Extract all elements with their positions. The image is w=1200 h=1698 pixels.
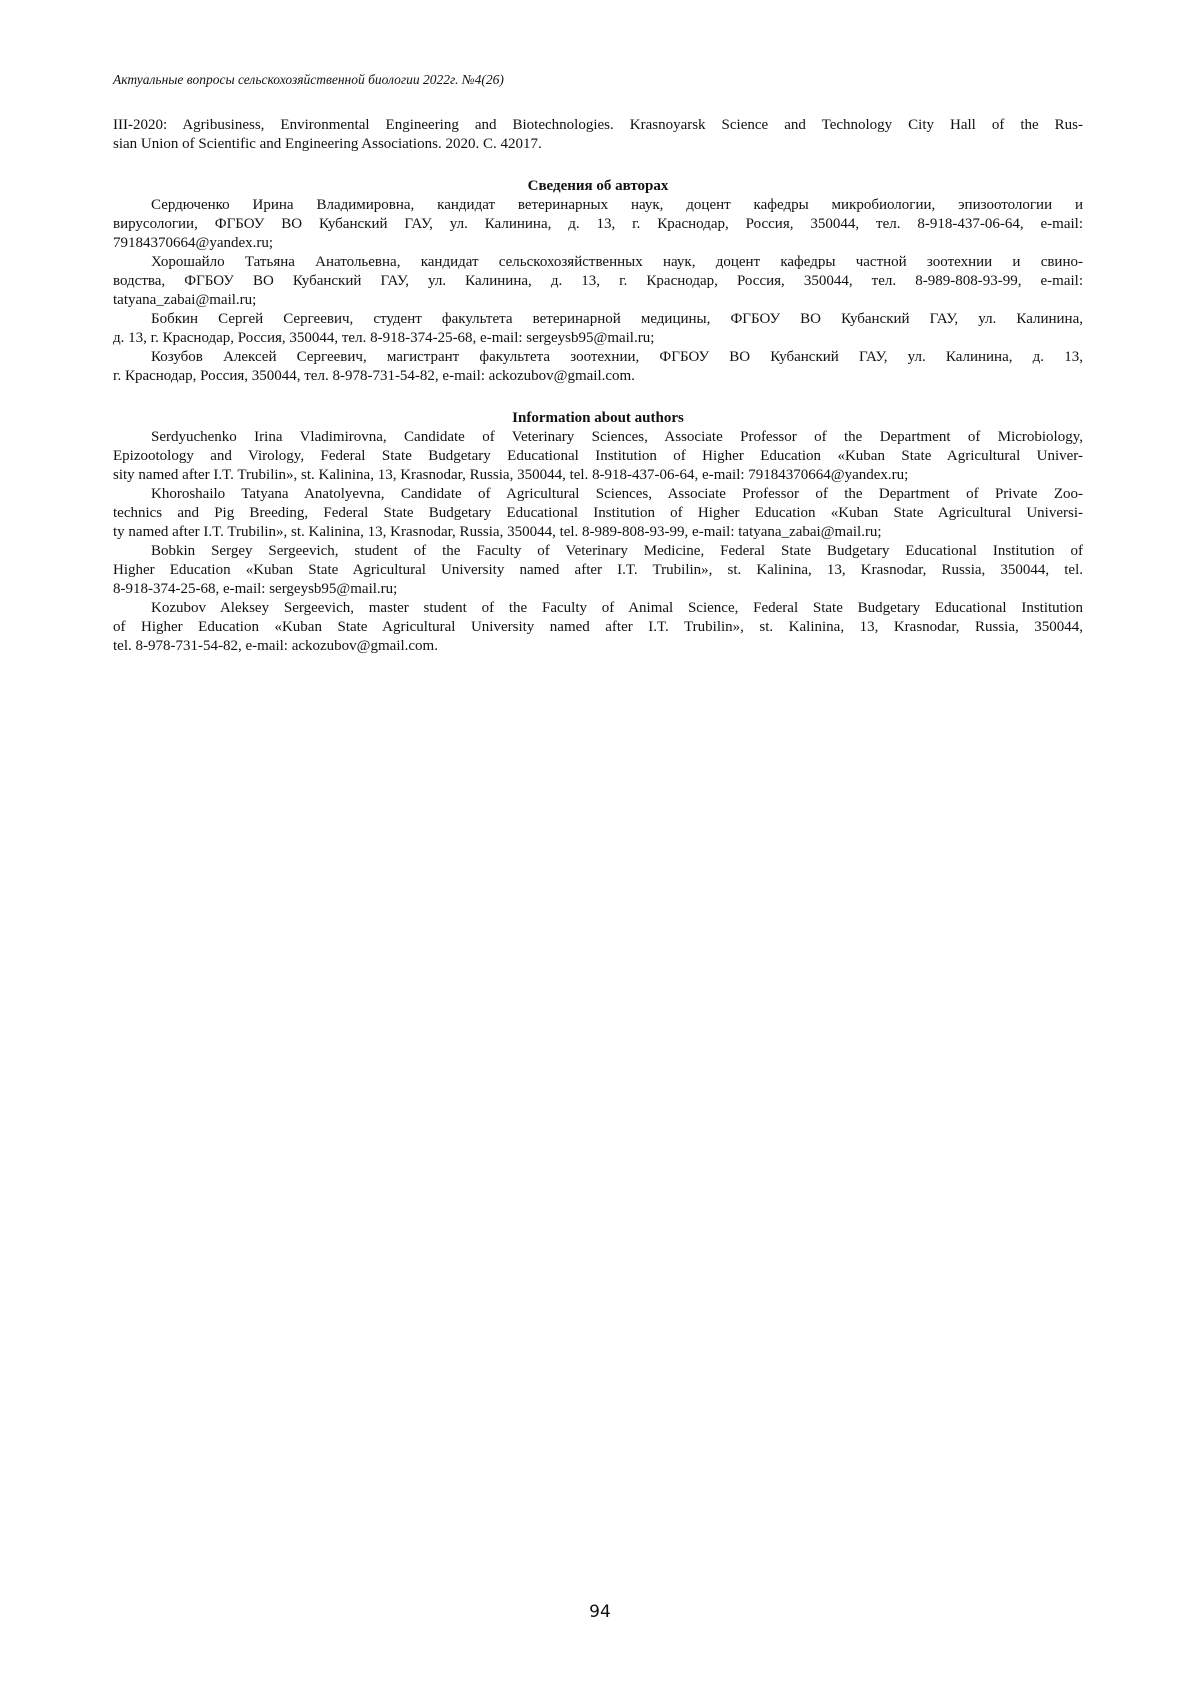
text-line: Higher Education «Kuban State Agricultural University named after I.T. Trubilin», st. Kalinina, 13, Krasnodar, Russia, 350044, tel. — [113, 562, 1083, 578]
text-line: sity named after I.T. Trubilin», st. Kalinina, 13, Krasnodar, Russia, 350044, tel. 8-918-437-06-64, e-mail: 79184370664@yandex.ru; — [113, 467, 909, 483]
text-line: водства, ФГБОУ ВО Кубанский ГАУ, ул. Калинина, д. 13, г. Краснодар, Россия, 350044, тел. 8-989-808-93-99, e-mail: — [113, 273, 1083, 289]
text-line: sian Union of Scientific and Engineering Associations. 2020. С. 42017. — [113, 136, 542, 152]
text-line: д. 13, г. Краснодар, Россия, 350044, тел. 8-918-374-25-68, e-mail: sergeysb95@mail.ru; — [113, 330, 655, 346]
author-paragraph — [113, 253, 1083, 310]
text-line: ty named after I.T. Trubilin», st. Kalinina, 13, Krasnodar, Russia, 350044, tel. 8-989-808-93-99, e-mail: tatyana_zabai@mail.ru; — [113, 524, 882, 540]
authors-list-ru — [113, 196, 1083, 386]
text-line: 79184370664@yandex.ru; — [113, 235, 274, 251]
text-line: г. Краснодар, Россия, 350044, тел. 8-978-731-54-82, e-mail: ackozubov@gmail.com. — [113, 368, 635, 384]
author-paragraph — [113, 116, 1083, 154]
text-line: Bobkin Sergey Sergeevich, student of the Faculty of Veterinary Medicine, Federal State Budgetary Educational Institution of — [151, 543, 1083, 559]
author-paragraph — [113, 310, 1083, 348]
authors-list-en — [113, 428, 1083, 656]
text-line: III-2020: Agribusiness, Environmental Engineering and Biotechnologies. Krasnoyarsk Science and Technology City Hall of the Rus- — [113, 117, 1083, 133]
author-paragraph — [113, 428, 1083, 485]
authors-heading-ru: Сведения об авторах — [527, 178, 669, 194]
text-line: Бобкин Сергей Сергеевич, студент факультета ветеринарной медицины, ФГБОУ ВО Кубанский ГАУ, ул. Калинина, — [151, 311, 1083, 327]
text-line: Хорошайло Татьяна Анатольевна, кандидат сельскохозяйственных наук, доцент кафедры частной зоотехнии и свино- — [151, 254, 1083, 270]
text-line: tatyana_zabai@mail.ru; — [113, 292, 257, 308]
text-line: technics and Pig Breeding, Federal State Budgetary Educational Institution of Higher Education «Kuban State Agricultural Universi- — [113, 505, 1083, 521]
text-line: of Higher Education «Kuban State Agricultural University named after I.T. Trubilin», st. Kalinina, 13, Krasnodar, Russia, 350044, — [113, 619, 1083, 635]
text-line: Kozubov Aleksey Sergeevich, master student of the Faculty of Animal Science, Federal State Budgetary Educational Institution — [151, 600, 1083, 616]
author-paragraph — [113, 196, 1083, 253]
journal-running-header: Актуальные вопросы сельскохозяйственной биологии 2022г. №4(26) — [113, 72, 504, 87]
page-number: 94 — [589, 1602, 611, 1622]
text-line: вирусологии, ФГБОУ ВО Кубанский ГАУ, ул. Калинина, д. 13, г. Краснодар, Россия, 350044, тел. 8-918-437-06-64, e-mail: — [113, 216, 1083, 232]
reference-continuation — [113, 116, 1083, 154]
text-line: tel. 8-978-731-54-82, e-mail: ackozubov@gmail.com. — [113, 638, 438, 654]
author-paragraph — [113, 542, 1083, 599]
text-line: 8-918-374-25-68, e-mail: sergeysb95@mail.ru; — [113, 581, 398, 597]
page-body — [113, 116, 1083, 656]
text-line: Khoroshailo Tatyana Anatolyevna, Candidate of Agricultural Sciences, Associate Professor of the Department of Private Zoo- — [151, 486, 1083, 502]
text-line: Козубов Алексей Сергеевич, магистрант факультета зоотехнии, ФГБОУ ВО Кубанский ГАУ, ул. Калинина, д. 13, — [151, 349, 1083, 365]
text-line: Сердюченко Ирина Владимировна, кандидат ветеринарных наук, доцент кафедры микробиологии, эпизоотологии и — [151, 197, 1083, 213]
author-paragraph — [113, 599, 1083, 656]
author-paragraph — [113, 485, 1083, 542]
text-line: Serdyuchenko Irina Vladimirovna, Candidate of Veterinary Sciences, Associate Professor of the Department of Microbiology, — [151, 429, 1083, 445]
text-line: Epizootology and Virology, Federal State Budgetary Educational Institution of Higher Education «Kuban State Agricultural Univer- — [113, 448, 1083, 464]
author-paragraph — [113, 348, 1083, 386]
authors-heading-en: Information about authors — [512, 410, 684, 426]
